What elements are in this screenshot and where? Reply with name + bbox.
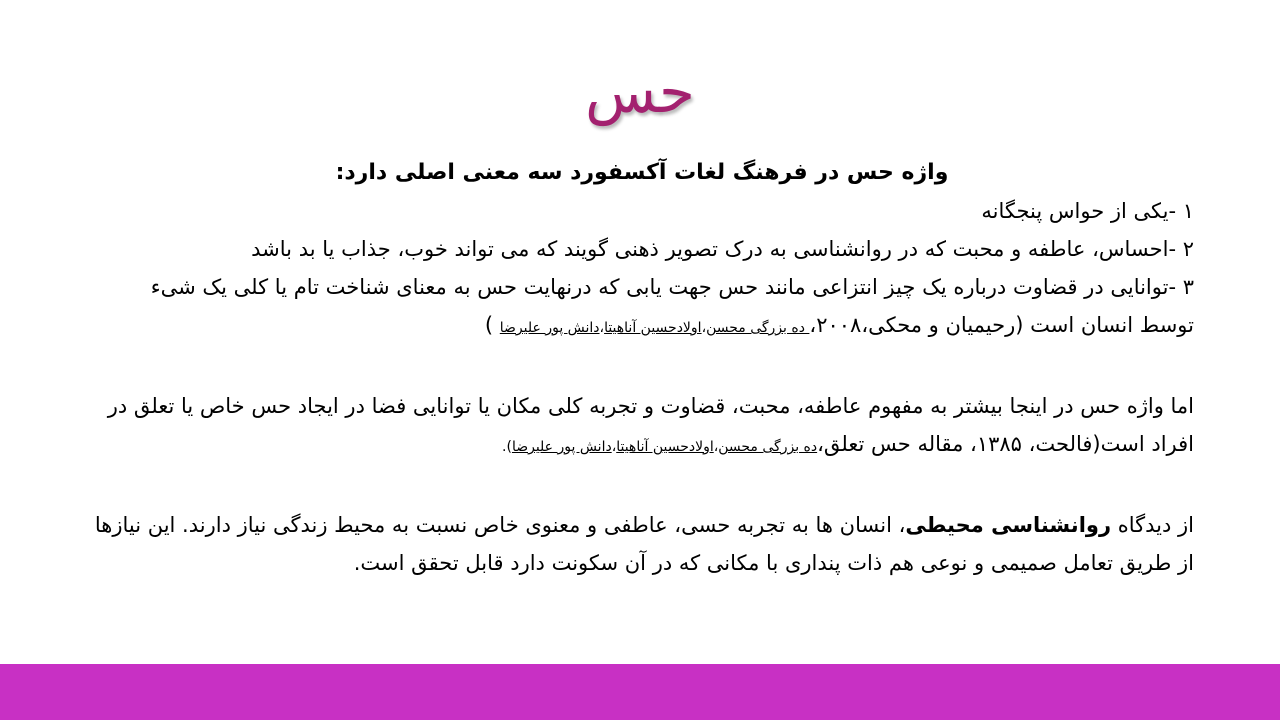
paragraph-3 <box>90 506 1194 582</box>
paragraph-3-post: ، انسان ها به تجربه حسی، عاطفی و معنوی خاص نسبت به محیط زندگی نیاز دارند. این نیازها از طریق تعامل صمیمی و نوعی هم ذات پنداری با مکانی که در آن سکونت دارد قابل تحقق است. <box>94 513 1194 575</box>
citation-author-3: دانش پور علیرضا <box>499 320 600 336</box>
definition-item-2: ۲ -احساس، عاطفه و محبت که در روانشناسی به درک تصویر ذهنی گویند که می تواند خوب، جذاب یا بد باشد <box>251 237 1194 261</box>
definition-item-3-text: ۳ -توانایی در قضاوت درباره یک چیز انتزاعی مانند حس جهت یابی که درنهایت حس به معنای شناخت تام یا کلی یک شیء توسط انسان است (رحیمیان و محکی،۲۰۰۸، <box>150 275 1194 337</box>
citation-author-3: دانش پور علیرضا <box>511 439 612 455</box>
paragraph-3-pre: از دیدگاه <box>1111 513 1194 537</box>
slide-body <box>90 154 1194 582</box>
citation-author-1: ده بزرگی محسن <box>718 439 818 455</box>
paragraph-2 <box>90 387 1194 466</box>
spacer <box>90 466 1194 506</box>
slide-title: حس <box>585 58 695 126</box>
citation-separator: ، <box>701 320 707 336</box>
citation-separator: ، <box>611 439 617 455</box>
definition-heading: واژه حس در فرهنگ لغات آکسفورد سه معنی اصلی دارد: <box>335 160 949 185</box>
citation-close: ) <box>484 313 500 337</box>
citation-author-2: اولادحسین آناهیتا <box>616 439 714 455</box>
definition-item-3 <box>90 268 1194 347</box>
paragraph-3-bold-term: روانشناسی محیطی <box>905 513 1112 537</box>
citation-separator: ، <box>713 439 719 455</box>
citation-author-2: اولادحسین آناهیتا <box>604 320 702 336</box>
citation-author-1: ده بزرگی محسن <box>706 320 810 336</box>
footer-bar <box>0 664 1280 720</box>
definition-item-1: ۱ -یکی از حواس پنجگانه <box>981 199 1194 223</box>
citation-close: ). <box>502 439 512 455</box>
paragraph-2-text: اما واژه حس در اینجا بیشتر به مفهوم عاطفه، محبت، قضاوت و تجربه کلی مکان یا توانایی فضا در ایجاد حس خاص یا تعلق در افراد است(فالحت، ۱۳۸۵، مقاله حس تعلق، <box>107 394 1194 456</box>
spacer <box>90 347 1194 387</box>
citation-separator: ، <box>599 320 605 336</box>
